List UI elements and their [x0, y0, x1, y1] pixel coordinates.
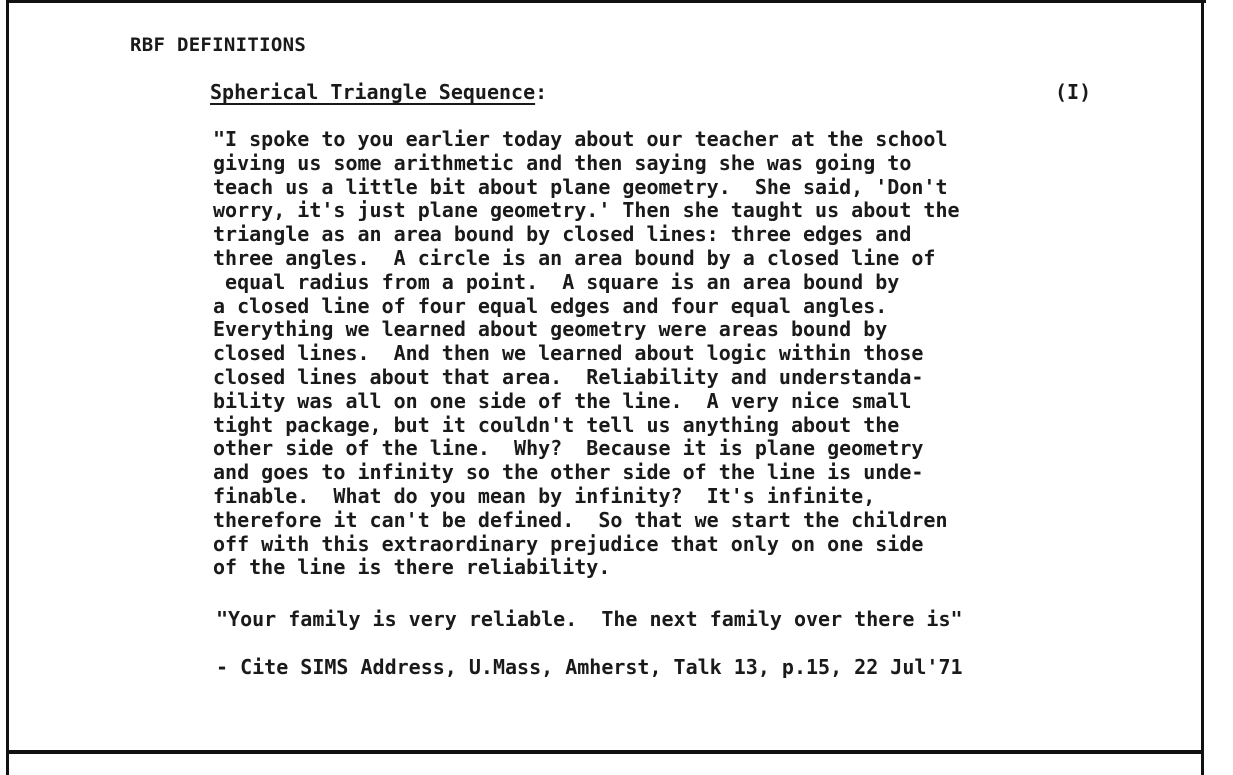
- frame-left-border: [6, 0, 9, 775]
- quote-line: and goes to infinity so the other side of the line is unde-: [213, 460, 924, 485]
- document-header: RBF DEFINITIONS: [130, 34, 307, 56]
- quote-line: triangle as an area bound by closed lines: three edges and: [213, 222, 912, 247]
- quote-line: tight package, but it couldn't tell us anything about the: [213, 412, 900, 437]
- quote-line: equal radius from a point. A square is an area bound by: [213, 269, 900, 294]
- quote-line: closed lines. And then we learned about logic within those: [213, 341, 924, 366]
- quote-line: giving us some arithmetic and then saying she was going to: [213, 150, 912, 175]
- quote-line: a closed line of four equal edges and four equal angles.: [213, 293, 888, 318]
- quote-line: Everything we learned about geometry were areas bound by: [213, 317, 888, 342]
- quote-line: worry, it's just plane geometry.' Then she taught us about the: [213, 198, 960, 223]
- quote-line: closed lines about that area. Reliability and understanda-: [213, 364, 924, 389]
- quote-line: three angles. A circle is an area bound by a closed line of: [213, 245, 936, 270]
- quote-body: [213, 128, 1198, 580]
- section-title-colon: :: [535, 80, 548, 104]
- quote-line: therefore it can't be defined. So that we start the children: [213, 507, 948, 532]
- citation: - Cite SIMS Address, U.Mass, Amherst, Talk 13, p.15, 22 Jul'71: [216, 655, 963, 679]
- section-number: (I): [1055, 80, 1092, 104]
- quote-line: teach us a little bit about plane geometry. She said, 'Don't: [213, 174, 948, 199]
- quote-line: other side of the line. Why? Because it is plane geometry: [213, 436, 924, 461]
- section-title-text: Spherical Triangle Sequence: [210, 80, 536, 104]
- quote-line: finable. What do you mean by infinity? It's infinite,: [213, 483, 876, 508]
- section-title: [210, 80, 547, 104]
- second-quote: "Your family is very reliable. The next family over there is": [216, 607, 963, 631]
- frame-right-border: [1201, 0, 1204, 775]
- frame-bottom-border: [6, 750, 1204, 754]
- quote-line: "I spoke to you earlier today about our teacher at the school: [213, 127, 948, 151]
- quote-line: off with this extraordinary prejudice that only on one side: [213, 531, 924, 556]
- quote-line: bility was all on one side of the line. A very nice small: [213, 388, 912, 413]
- frame-top-border: [6, 0, 1206, 3]
- quote-line: of the line is there reliability.: [213, 555, 611, 580]
